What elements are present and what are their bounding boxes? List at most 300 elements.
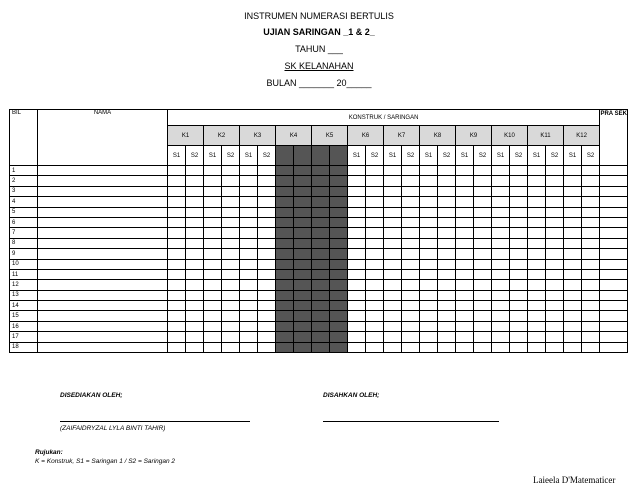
- score-cell-k1-s1[interactable]: [168, 176, 186, 186]
- score-cell-k10-s1[interactable]: [492, 228, 510, 238]
- score-cell-k1-s1[interactable]: [168, 290, 186, 300]
- score-cell-k1-s2[interactable]: [186, 217, 204, 227]
- score-cell-k2-s2[interactable]: [222, 166, 240, 176]
- student-name-cell[interactable]: [38, 228, 168, 238]
- score-cell-k1-s2[interactable]: [186, 207, 204, 217]
- score-cell-k7-s2[interactable]: [402, 217, 420, 227]
- score-cell-k11-s2[interactable]: [546, 207, 564, 217]
- score-cell-k8-s2[interactable]: [438, 228, 456, 238]
- prasek-cell[interactable]: [600, 290, 628, 300]
- score-cell-k3-s2[interactable]: [258, 290, 276, 300]
- score-cell-k3-s1[interactable]: [240, 342, 258, 352]
- score-cell-k11-s2[interactable]: [546, 290, 564, 300]
- score-cell-k2-s2[interactable]: [222, 186, 240, 196]
- score-cell-k9-s2[interactable]: [474, 290, 492, 300]
- score-cell-k6-s1[interactable]: [348, 207, 366, 217]
- score-cell-k9-s2[interactable]: [474, 259, 492, 269]
- score-cell-k8-s2[interactable]: [438, 176, 456, 186]
- score-cell-k10-s1[interactable]: [492, 217, 510, 227]
- score-cell-k7-s2[interactable]: [402, 321, 420, 331]
- score-cell-k8-s1[interactable]: [420, 228, 438, 238]
- score-cell-k9-s1[interactable]: [456, 249, 474, 259]
- score-cell-k11-s2[interactable]: [546, 321, 564, 331]
- score-cell-k2-s1[interactable]: [204, 186, 222, 196]
- score-cell-k10-s2[interactable]: [510, 280, 528, 290]
- score-cell-k1-s1[interactable]: [168, 197, 186, 207]
- student-name-cell[interactable]: [38, 332, 168, 342]
- score-cell-k11-s1[interactable]: [528, 332, 546, 342]
- score-cell-k11-s1[interactable]: [528, 197, 546, 207]
- score-cell-k6-s2[interactable]: [366, 290, 384, 300]
- student-name-cell[interactable]: [38, 280, 168, 290]
- score-cell-k10-s2[interactable]: [510, 259, 528, 269]
- score-cell-k10-s1[interactable]: [492, 259, 510, 269]
- score-cell-k10-s1[interactable]: [492, 176, 510, 186]
- score-cell-k10-s1[interactable]: [492, 207, 510, 217]
- student-name-cell[interactable]: [38, 207, 168, 217]
- score-cell-k6-s1[interactable]: [348, 259, 366, 269]
- score-cell-k9-s2[interactable]: [474, 321, 492, 331]
- score-cell-k2-s2[interactable]: [222, 301, 240, 311]
- score-cell-k7-s2[interactable]: [402, 259, 420, 269]
- score-cell-k7-s2[interactable]: [402, 207, 420, 217]
- score-cell-k11-s2[interactable]: [546, 269, 564, 279]
- score-cell-k1-s2[interactable]: [186, 249, 204, 259]
- score-cell-k1-s1[interactable]: [168, 217, 186, 227]
- score-cell-k7-s2[interactable]: [402, 176, 420, 186]
- score-cell-k12-s2[interactable]: [582, 290, 600, 300]
- prasek-cell[interactable]: [600, 238, 628, 248]
- student-name-cell[interactable]: [38, 166, 168, 176]
- score-cell-k3-s1[interactable]: [240, 301, 258, 311]
- score-cell-k3-s1[interactable]: [240, 332, 258, 342]
- score-cell-k12-s2[interactable]: [582, 311, 600, 321]
- score-cell-k7-s2[interactable]: [402, 290, 420, 300]
- score-cell-k2-s2[interactable]: [222, 311, 240, 321]
- score-cell-k7-s1[interactable]: [384, 238, 402, 248]
- score-cell-k8-s1[interactable]: [420, 186, 438, 196]
- score-cell-k7-s1[interactable]: [384, 166, 402, 176]
- score-cell-k1-s2[interactable]: [186, 301, 204, 311]
- score-cell-k7-s1[interactable]: [384, 332, 402, 342]
- score-cell-k6-s1[interactable]: [348, 321, 366, 331]
- score-cell-k11-s1[interactable]: [528, 249, 546, 259]
- student-name-cell[interactable]: [38, 301, 168, 311]
- score-cell-k12-s1[interactable]: [564, 342, 582, 352]
- score-cell-k7-s2[interactable]: [402, 280, 420, 290]
- prasek-cell[interactable]: [600, 166, 628, 176]
- score-cell-k1-s2[interactable]: [186, 269, 204, 279]
- score-cell-k8-s1[interactable]: [420, 217, 438, 227]
- score-cell-k9-s1[interactable]: [456, 269, 474, 279]
- score-cell-k11-s2[interactable]: [546, 259, 564, 269]
- score-cell-k8-s1[interactable]: [420, 311, 438, 321]
- score-cell-k7-s1[interactable]: [384, 321, 402, 331]
- student-name-cell[interactable]: [38, 176, 168, 186]
- score-cell-k11-s1[interactable]: [528, 342, 546, 352]
- score-cell-k12-s1[interactable]: [564, 259, 582, 269]
- prasek-cell[interactable]: [600, 280, 628, 290]
- score-cell-k10-s1[interactable]: [492, 311, 510, 321]
- score-cell-k8-s1[interactable]: [420, 197, 438, 207]
- score-cell-k10-s1[interactable]: [492, 332, 510, 342]
- score-cell-k11-s1[interactable]: [528, 176, 546, 186]
- score-cell-k6-s1[interactable]: [348, 332, 366, 342]
- score-cell-k12-s2[interactable]: [582, 321, 600, 331]
- score-cell-k3-s2[interactable]: [258, 238, 276, 248]
- score-cell-k9-s2[interactable]: [474, 280, 492, 290]
- score-cell-k3-s1[interactable]: [240, 166, 258, 176]
- prasek-cell[interactable]: [600, 176, 628, 186]
- score-cell-k10-s1[interactable]: [492, 186, 510, 196]
- score-cell-k6-s1[interactable]: [348, 217, 366, 227]
- score-cell-k3-s1[interactable]: [240, 280, 258, 290]
- score-cell-k1-s1[interactable]: [168, 186, 186, 196]
- score-cell-k2-s2[interactable]: [222, 321, 240, 331]
- score-cell-k8-s1[interactable]: [420, 332, 438, 342]
- score-cell-k12-s1[interactable]: [564, 311, 582, 321]
- score-cell-k12-s2[interactable]: [582, 166, 600, 176]
- score-cell-k2-s1[interactable]: [204, 207, 222, 217]
- score-cell-k2-s1[interactable]: [204, 249, 222, 259]
- score-cell-k2-s1[interactable]: [204, 166, 222, 176]
- score-cell-k6-s2[interactable]: [366, 166, 384, 176]
- score-cell-k3-s1[interactable]: [240, 311, 258, 321]
- prasek-cell[interactable]: [600, 259, 628, 269]
- score-cell-k7-s1[interactable]: [384, 301, 402, 311]
- student-name-cell[interactable]: [38, 269, 168, 279]
- score-cell-k6-s2[interactable]: [366, 342, 384, 352]
- score-cell-k10-s2[interactable]: [510, 228, 528, 238]
- score-cell-k7-s2[interactable]: [402, 301, 420, 311]
- score-cell-k6-s1[interactable]: [348, 249, 366, 259]
- score-cell-k11-s2[interactable]: [546, 166, 564, 176]
- score-cell-k6-s2[interactable]: [366, 186, 384, 196]
- score-cell-k8-s2[interactable]: [438, 280, 456, 290]
- score-cell-k7-s1[interactable]: [384, 269, 402, 279]
- score-cell-k6-s2[interactable]: [366, 176, 384, 186]
- score-cell-k7-s2[interactable]: [402, 186, 420, 196]
- score-cell-k12-s2[interactable]: [582, 269, 600, 279]
- score-cell-k1-s1[interactable]: [168, 342, 186, 352]
- score-cell-k9-s2[interactable]: [474, 269, 492, 279]
- student-name-cell[interactable]: [38, 321, 168, 331]
- score-cell-k3-s2[interactable]: [258, 217, 276, 227]
- score-cell-k12-s1[interactable]: [564, 228, 582, 238]
- score-cell-k7-s1[interactable]: [384, 249, 402, 259]
- score-cell-k3-s2[interactable]: [258, 280, 276, 290]
- score-cell-k6-s2[interactable]: [366, 280, 384, 290]
- score-cell-k7-s2[interactable]: [402, 249, 420, 259]
- score-cell-k3-s1[interactable]: [240, 176, 258, 186]
- score-cell-k1-s2[interactable]: [186, 259, 204, 269]
- score-cell-k11-s2[interactable]: [546, 217, 564, 227]
- score-cell-k10-s2[interactable]: [510, 290, 528, 300]
- score-cell-k12-s1[interactable]: [564, 207, 582, 217]
- score-cell-k10-s1[interactable]: [492, 166, 510, 176]
- score-cell-k11-s2[interactable]: [546, 301, 564, 311]
- score-cell-k12-s2[interactable]: [582, 176, 600, 186]
- score-cell-k3-s1[interactable]: [240, 238, 258, 248]
- score-cell-k8-s2[interactable]: [438, 290, 456, 300]
- score-cell-k8-s1[interactable]: [420, 249, 438, 259]
- score-cell-k7-s1[interactable]: [384, 176, 402, 186]
- score-cell-k8-s2[interactable]: [438, 197, 456, 207]
- score-cell-k1-s2[interactable]: [186, 321, 204, 331]
- score-cell-k3-s2[interactable]: [258, 332, 276, 342]
- score-cell-k3-s1[interactable]: [240, 207, 258, 217]
- score-cell-k11-s2[interactable]: [546, 342, 564, 352]
- prasek-cell[interactable]: [600, 301, 628, 311]
- score-cell-k2-s2[interactable]: [222, 269, 240, 279]
- prasek-cell[interactable]: [600, 321, 628, 331]
- score-cell-k9-s2[interactable]: [474, 342, 492, 352]
- score-cell-k12-s2[interactable]: [582, 186, 600, 196]
- score-cell-k9-s1[interactable]: [456, 259, 474, 269]
- score-cell-k7-s1[interactable]: [384, 259, 402, 269]
- score-cell-k12-s1[interactable]: [564, 269, 582, 279]
- score-cell-k9-s1[interactable]: [456, 186, 474, 196]
- score-cell-k6-s1[interactable]: [348, 290, 366, 300]
- score-cell-k9-s2[interactable]: [474, 217, 492, 227]
- score-cell-k11-s1[interactable]: [528, 301, 546, 311]
- score-cell-k3-s2[interactable]: [258, 176, 276, 186]
- score-cell-k8-s2[interactable]: [438, 259, 456, 269]
- score-cell-k6-s1[interactable]: [348, 238, 366, 248]
- score-cell-k8-s2[interactable]: [438, 321, 456, 331]
- score-cell-k6-s2[interactable]: [366, 197, 384, 207]
- score-cell-k6-s2[interactable]: [366, 217, 384, 227]
- score-cell-k12-s2[interactable]: [582, 249, 600, 259]
- score-cell-k9-s2[interactable]: [474, 301, 492, 311]
- score-cell-k9-s1[interactable]: [456, 197, 474, 207]
- score-cell-k11-s1[interactable]: [528, 228, 546, 238]
- student-name-cell[interactable]: [38, 238, 168, 248]
- score-cell-k1-s1[interactable]: [168, 321, 186, 331]
- prasek-cell[interactable]: [600, 197, 628, 207]
- score-cell-k2-s2[interactable]: [222, 290, 240, 300]
- score-cell-k10-s2[interactable]: [510, 311, 528, 321]
- score-cell-k8-s2[interactable]: [438, 166, 456, 176]
- score-cell-k10-s1[interactable]: [492, 342, 510, 352]
- score-cell-k12-s2[interactable]: [582, 238, 600, 248]
- score-cell-k1-s2[interactable]: [186, 311, 204, 321]
- score-cell-k8-s2[interactable]: [438, 332, 456, 342]
- score-cell-k2-s1[interactable]: [204, 311, 222, 321]
- score-cell-k9-s1[interactable]: [456, 342, 474, 352]
- score-cell-k10-s1[interactable]: [492, 249, 510, 259]
- score-cell-k2-s2[interactable]: [222, 197, 240, 207]
- score-cell-k11-s1[interactable]: [528, 217, 546, 227]
- score-cell-k9-s1[interactable]: [456, 301, 474, 311]
- score-cell-k1-s2[interactable]: [186, 332, 204, 342]
- score-cell-k12-s1[interactable]: [564, 249, 582, 259]
- score-cell-k2-s2[interactable]: [222, 228, 240, 238]
- score-cell-k9-s2[interactable]: [474, 332, 492, 342]
- score-cell-k8-s2[interactable]: [438, 217, 456, 227]
- score-cell-k10-s2[interactable]: [510, 321, 528, 331]
- score-cell-k3-s1[interactable]: [240, 197, 258, 207]
- score-cell-k12-s1[interactable]: [564, 186, 582, 196]
- score-cell-k9-s1[interactable]: [456, 166, 474, 176]
- student-name-cell[interactable]: [38, 342, 168, 352]
- prasek-cell[interactable]: [600, 311, 628, 321]
- score-cell-k2-s1[interactable]: [204, 290, 222, 300]
- student-name-cell[interactable]: [38, 217, 168, 227]
- prasek-cell[interactable]: [600, 186, 628, 196]
- student-name-cell[interactable]: [38, 259, 168, 269]
- score-cell-k8-s1[interactable]: [420, 301, 438, 311]
- score-cell-k2-s2[interactable]: [222, 280, 240, 290]
- score-cell-k8-s1[interactable]: [420, 280, 438, 290]
- score-cell-k9-s2[interactable]: [474, 249, 492, 259]
- score-cell-k12-s1[interactable]: [564, 301, 582, 311]
- score-cell-k12-s1[interactable]: [564, 332, 582, 342]
- score-cell-k8-s1[interactable]: [420, 290, 438, 300]
- score-cell-k10-s2[interactable]: [510, 238, 528, 248]
- score-cell-k12-s1[interactable]: [564, 217, 582, 227]
- score-cell-k1-s1[interactable]: [168, 249, 186, 259]
- score-cell-k2-s1[interactable]: [204, 321, 222, 331]
- score-cell-k6-s2[interactable]: [366, 269, 384, 279]
- score-cell-k7-s2[interactable]: [402, 228, 420, 238]
- score-cell-k6-s1[interactable]: [348, 176, 366, 186]
- score-cell-k1-s2[interactable]: [186, 197, 204, 207]
- score-cell-k7-s1[interactable]: [384, 228, 402, 238]
- score-cell-k1-s1[interactable]: [168, 259, 186, 269]
- score-cell-k12-s2[interactable]: [582, 197, 600, 207]
- score-cell-k7-s1[interactable]: [384, 342, 402, 352]
- score-cell-k7-s1[interactable]: [384, 186, 402, 196]
- score-cell-k3-s2[interactable]: [258, 259, 276, 269]
- score-cell-k8-s2[interactable]: [438, 207, 456, 217]
- score-cell-k10-s1[interactable]: [492, 280, 510, 290]
- score-cell-k12-s2[interactable]: [582, 280, 600, 290]
- score-cell-k11-s1[interactable]: [528, 166, 546, 176]
- score-cell-k11-s1[interactable]: [528, 290, 546, 300]
- score-cell-k9-s1[interactable]: [456, 217, 474, 227]
- score-cell-k12-s1[interactable]: [564, 238, 582, 248]
- score-cell-k2-s1[interactable]: [204, 217, 222, 227]
- score-cell-k1-s1[interactable]: [168, 311, 186, 321]
- score-cell-k10-s2[interactable]: [510, 176, 528, 186]
- score-cell-k10-s2[interactable]: [510, 207, 528, 217]
- score-cell-k12-s1[interactable]: [564, 280, 582, 290]
- score-cell-k10-s2[interactable]: [510, 342, 528, 352]
- score-cell-k2-s1[interactable]: [204, 301, 222, 311]
- score-cell-k2-s1[interactable]: [204, 228, 222, 238]
- score-cell-k10-s2[interactable]: [510, 269, 528, 279]
- score-cell-k6-s1[interactable]: [348, 197, 366, 207]
- score-cell-k6-s2[interactable]: [366, 321, 384, 331]
- score-cell-k10-s2[interactable]: [510, 197, 528, 207]
- score-cell-k9-s1[interactable]: [456, 311, 474, 321]
- score-cell-k1-s1[interactable]: [168, 280, 186, 290]
- score-cell-k3-s2[interactable]: [258, 197, 276, 207]
- score-cell-k11-s1[interactable]: [528, 207, 546, 217]
- score-cell-k11-s2[interactable]: [546, 332, 564, 342]
- score-cell-k1-s2[interactable]: [186, 166, 204, 176]
- score-cell-k2-s1[interactable]: [204, 269, 222, 279]
- score-cell-k3-s1[interactable]: [240, 228, 258, 238]
- score-cell-k6-s1[interactable]: [348, 166, 366, 176]
- score-cell-k8-s1[interactable]: [420, 166, 438, 176]
- score-cell-k1-s2[interactable]: [186, 290, 204, 300]
- score-cell-k9-s2[interactable]: [474, 197, 492, 207]
- score-cell-k8-s1[interactable]: [420, 321, 438, 331]
- score-cell-k12-s1[interactable]: [564, 176, 582, 186]
- score-cell-k7-s2[interactable]: [402, 332, 420, 342]
- score-cell-k1-s2[interactable]: [186, 228, 204, 238]
- score-cell-k11-s1[interactable]: [528, 321, 546, 331]
- score-cell-k7-s2[interactable]: [402, 238, 420, 248]
- score-cell-k8-s1[interactable]: [420, 238, 438, 248]
- score-cell-k1-s2[interactable]: [186, 176, 204, 186]
- score-cell-k6-s2[interactable]: [366, 259, 384, 269]
- score-cell-k3-s1[interactable]: [240, 186, 258, 196]
- prasek-cell[interactable]: [600, 217, 628, 227]
- score-cell-k12-s1[interactable]: [564, 290, 582, 300]
- score-cell-k9-s2[interactable]: [474, 166, 492, 176]
- score-cell-k3-s2[interactable]: [258, 207, 276, 217]
- score-cell-k3-s1[interactable]: [240, 249, 258, 259]
- score-cell-k12-s2[interactable]: [582, 217, 600, 227]
- score-cell-k6-s1[interactable]: [348, 342, 366, 352]
- score-cell-k2-s1[interactable]: [204, 259, 222, 269]
- score-cell-k6-s1[interactable]: [348, 280, 366, 290]
- score-cell-k11-s1[interactable]: [528, 280, 546, 290]
- score-cell-k7-s1[interactable]: [384, 207, 402, 217]
- score-cell-k2-s1[interactable]: [204, 342, 222, 352]
- score-cell-k11-s2[interactable]: [546, 238, 564, 248]
- score-cell-k6-s1[interactable]: [348, 269, 366, 279]
- score-cell-k1-s2[interactable]: [186, 238, 204, 248]
- score-cell-k1-s2[interactable]: [186, 280, 204, 290]
- score-cell-k1-s1[interactable]: [168, 228, 186, 238]
- score-cell-k6-s2[interactable]: [366, 228, 384, 238]
- score-cell-k3-s2[interactable]: [258, 342, 276, 352]
- score-cell-k1-s1[interactable]: [168, 301, 186, 311]
- score-cell-k12-s2[interactable]: [582, 301, 600, 311]
- score-cell-k8-s1[interactable]: [420, 176, 438, 186]
- score-cell-k12-s1[interactable]: [564, 197, 582, 207]
- student-name-cell[interactable]: [38, 197, 168, 207]
- score-cell-k2-s2[interactable]: [222, 332, 240, 342]
- score-cell-k8-s2[interactable]: [438, 269, 456, 279]
- score-cell-k10-s2[interactable]: [510, 217, 528, 227]
- score-cell-k2-s2[interactable]: [222, 217, 240, 227]
- prasek-cell[interactable]: [600, 342, 628, 352]
- score-cell-k2-s2[interactable]: [222, 176, 240, 186]
- score-cell-k11-s2[interactable]: [546, 280, 564, 290]
- score-cell-k9-s1[interactable]: [456, 238, 474, 248]
- score-cell-k6-s2[interactable]: [366, 311, 384, 321]
- score-cell-k1-s1[interactable]: [168, 166, 186, 176]
- score-cell-k2-s2[interactable]: [222, 238, 240, 248]
- score-cell-k3-s2[interactable]: [258, 166, 276, 176]
- score-cell-k1-s1[interactable]: [168, 332, 186, 342]
- score-cell-k9-s1[interactable]: [456, 207, 474, 217]
- score-cell-k2-s1[interactable]: [204, 238, 222, 248]
- score-cell-k11-s1[interactable]: [528, 259, 546, 269]
- score-cell-k9-s2[interactable]: [474, 311, 492, 321]
- score-cell-k9-s1[interactable]: [456, 321, 474, 331]
- score-cell-k8-s2[interactable]: [438, 311, 456, 321]
- score-cell-k6-s1[interactable]: [348, 311, 366, 321]
- score-cell-k3-s1[interactable]: [240, 217, 258, 227]
- score-cell-k3-s2[interactable]: [258, 311, 276, 321]
- score-cell-k3-s2[interactable]: [258, 228, 276, 238]
